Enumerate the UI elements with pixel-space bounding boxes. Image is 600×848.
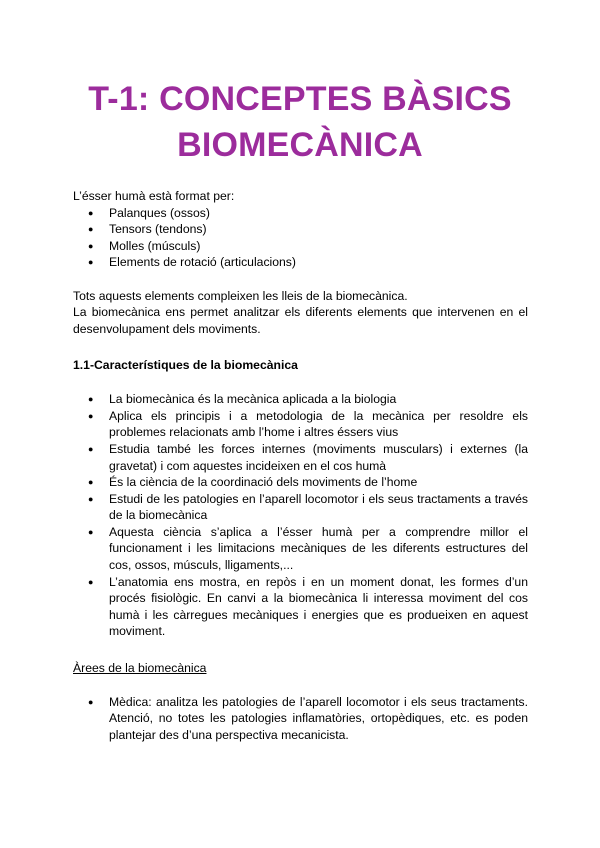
list-item: ● L’anatomia ens mostra, en repòs i en un moment donat, les formes d’un procés fisiològic. En canvi a la biomecànica li interessa moviment del cos humà i les càrregues mecàniques i energies que es produeixen en aquest moviment. bbox=[73, 574, 528, 640]
list-item: ● Tensors (tendons) bbox=[73, 221, 528, 238]
list-item: ● Estudia també les forces internes (moviments musculars) i externes (la gravetat) i com aquestes incideixen en el cos humà bbox=[73, 441, 528, 474]
list-item: ● Aplica els principis i a metodologia de la mecànica per resoldre els problemes relacionats amb l’home i altres éssers vius bbox=[73, 408, 528, 441]
list-item: ● Mèdica: analitza les patologies de l’aparell locomotor i els seus tractaments. Atenció, no totes les patologies inflamatòries, ortopèdiques, etc. es poden plantejar des d’una perspectiva mecanicista. bbox=[73, 694, 528, 744]
paragraph-laws: Tots aquests elements compleixen les lleis de la biomecànica. bbox=[73, 288, 408, 303]
list-item: ● Aquesta ciència s’aplica a l’ésser humà per a comprendre millor el funcionament i les limitacions mecàniques de les diferents estructures del cos, ossos, músculs, lligaments,... bbox=[73, 524, 528, 574]
list-item: ● La biomecànica és la mecànica aplicada a la biologia bbox=[73, 391, 528, 408]
list-item: ● Elements de rotació (articulacions) bbox=[73, 254, 528, 271]
list-item: ● Estudi de les patologies en l’aparell locomotor i els seus tractaments a través de la biomecànica bbox=[73, 491, 528, 524]
intro-list bbox=[73, 205, 528, 271]
list-item: ● Molles (músculs) bbox=[73, 238, 528, 255]
list-item: ● És la ciència de la coordinació dels moviments de l’home bbox=[73, 474, 528, 491]
intro-lead: L’ésser humà està format per: bbox=[73, 189, 235, 203]
document-title-line-1: T-1: CONCEPTES BÀSICS bbox=[88, 80, 512, 118]
areas-list bbox=[73, 694, 528, 744]
document-body bbox=[73, 188, 528, 744]
section-heading-characteristics: 1.1-Característiques de la biomecànica bbox=[73, 357, 298, 372]
characteristics-list bbox=[73, 391, 528, 640]
section-heading-areas: Àrees de la biomecànica bbox=[73, 660, 207, 675]
document-title-line-2: BIOMECÀNICA bbox=[177, 126, 423, 164]
list-item: ● Palanques (ossos) bbox=[73, 205, 528, 222]
paragraph-analysis: La biomecànica ens permet analitzar els diferents elements que intervenen en el desenvolupament dels moviments. bbox=[73, 305, 528, 336]
